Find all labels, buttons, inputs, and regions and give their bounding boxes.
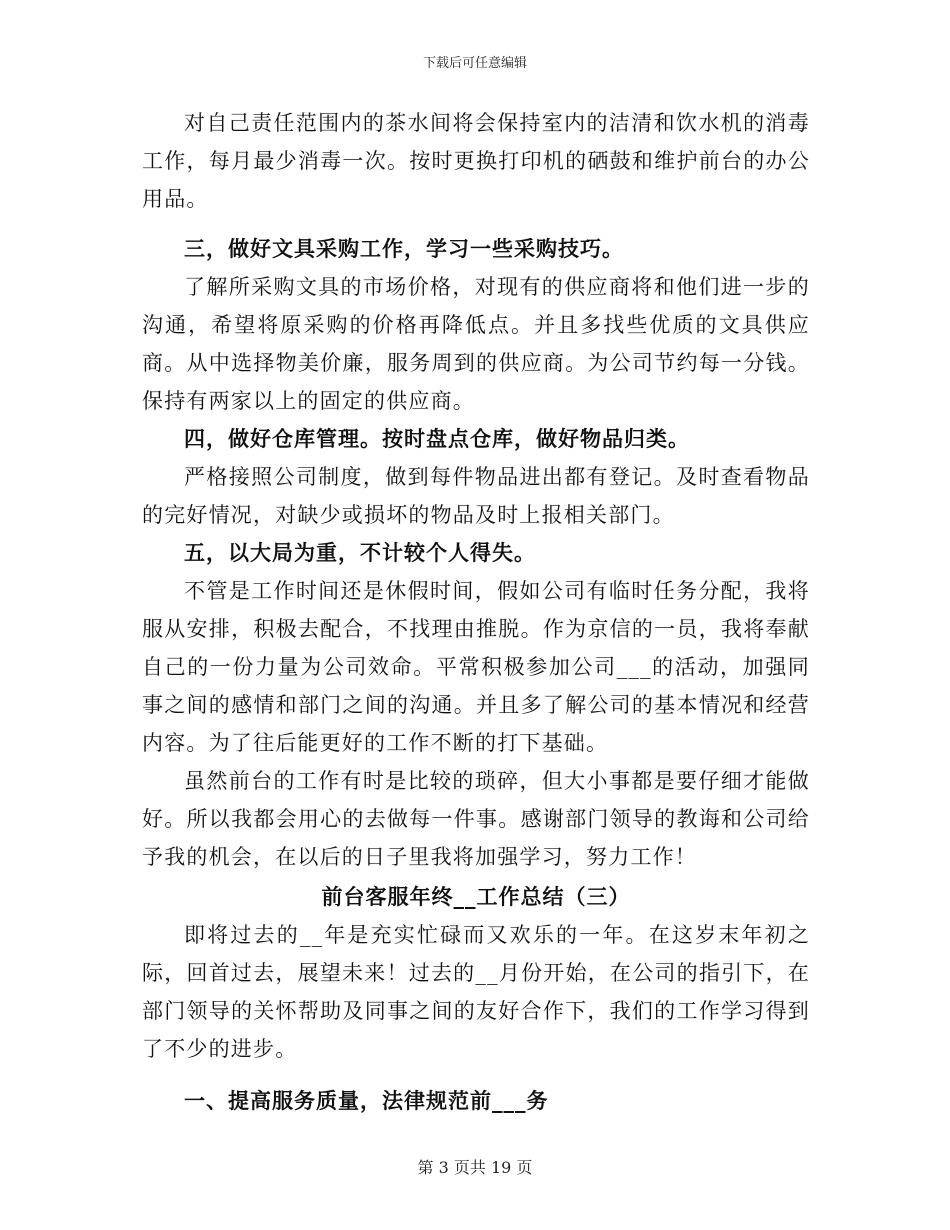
paragraph-warehouse: 严格接照公司制度，做到每件物品进出都有登记。及时查看物品的完好情况，对缺少或损坏的物品及时上报相关部门。	[142, 465, 810, 527]
paragraph-teamwork: 不管是工作时间还是休假时间，假如公司有临时任务分配，我将服从安排，积极去配合，不找理由推脱。作为京信的一员，我将奉献自己的一份力量为公司效命。平常积极参加公司___的活动，加强同事之间的感情和部门之间的沟通。并且多了解公司的基本情况和经营内容。为了往后能更好的工作不断的打下基础。	[142, 579, 810, 755]
section-heading-stationery: 三，做好文具采购工作，学习一些采购技巧。	[184, 236, 624, 261]
section-heading-teamwork: 五，以大局为重，不计较个人得失。	[184, 540, 536, 565]
page-footer: 第 3 页共 19 页	[417, 1158, 533, 1177]
paragraph-tea-room: 对自己责任范围内的茶水间将会保持室内的洁清和饮水机的消毒工作，每月最少消毒一次。按时更换打印机的硒鼓和维护前台的办公用品。	[142, 111, 810, 211]
document-title: 前台客服年终__工作总结（三）	[321, 884, 631, 909]
document-body	[142, 104, 810, 1120]
section-heading-warehouse: 四，做好仓库管理。按时盘点仓库，做好物品归类。	[184, 426, 690, 451]
paragraph-stationery: 了解所采购文具的市场价格，对现有的供应商将和他们进一步的沟通，希望将原采购的价格再降低点。并且多找些优质的文具供应商。从中选择物美价廉，服务周到的供应商。为公司节约每一分钱。保持有两家以上的固定的供应商。	[142, 275, 810, 413]
page-header: 下载后可任意编辑	[422, 56, 527, 71]
section-heading-service: 一、提高服务质量，法律规范前___务	[184, 1088, 549, 1113]
paragraph-intro: 即将过去的__年是充实忙碌而又欢乐的一年。在这岁末年初之际，回首过去，展望未来！过去的__月份开始，在公司的指引下，在部门领导的关怀帮助及同事之间的友好合作下，我们的工作学习得到了不少的进步。	[142, 923, 810, 1061]
paragraph-closing: 虽然前台的工作有时是比较的琐碎，但大小事都是要仔细才能做好。所以我都会用心的去做每一件事。感谢部门领导的教诲和公司给予我的机会，在以后的日子里我将加强学习，努力工作！	[142, 769, 810, 869]
